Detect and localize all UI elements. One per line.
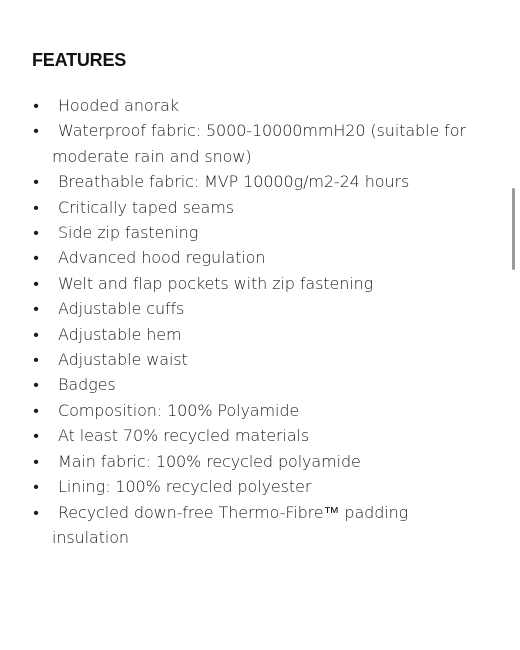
bullet-icon: • [33,223,39,243]
list-item [0,245,490,270]
feature-text: Recycled down-free Thermo-Fibre™ padding [58,502,409,522]
list-item [0,500,490,551]
feature-text: Waterproof fabric: 5000-10000mmH20 (suitable for [58,121,466,141]
feature-text: Advanced hood regulation [58,248,266,268]
feature-text: Hooded anorak [58,96,179,115]
list-item [0,372,490,397]
list-item [0,398,490,423]
list-item [0,296,490,321]
bullet-icon: • [33,375,39,395]
features-heading: FEATURES [32,50,127,70]
features-list [0,93,490,550]
list-item [0,93,490,118]
feature-text-continued: moderate rain and snow) [52,146,252,166]
bullet-icon: • [33,299,39,319]
list-item [0,220,490,245]
feature-text: Adjustable cuffs [58,299,185,319]
bullet-icon: • [33,172,39,192]
feature-text: Badges [58,375,116,395]
feature-text: At least 70% recycled materials [58,426,310,446]
list-item [0,322,490,347]
feature-text: Adjustable waist [58,350,188,370]
list-item [0,195,490,220]
feature-text: Adjustable hem [58,324,182,344]
bullet-icon: • [33,350,39,370]
list-item [0,347,490,372]
bullet-icon: • [33,451,39,471]
feature-text: Welt and flap pockets with zip fastening [58,273,374,293]
bullet-icon: • [33,248,39,268]
bullet-icon: • [33,96,39,115]
feature-text: Breathable fabric: MVP 10000g/m2-24 hours [58,172,410,192]
bullet-icon: • [33,502,39,522]
bullet-icon: • [33,324,39,344]
feature-text: Composition: 100% Polyamide [58,400,300,420]
list-item [0,118,490,169]
bullet-icon: • [33,197,39,217]
feature-text: Lining: 100% recycled polyester [58,477,312,497]
list-item [0,474,490,499]
list-item [0,449,490,474]
bullet-icon: • [33,400,39,420]
bullet-icon: • [33,121,39,141]
feature-text: Main fabric: 100% recycled polyamide [58,451,361,471]
feature-text: Critically taped seams [58,197,234,217]
list-item [0,423,490,448]
feature-text-continued: insulation [52,527,129,547]
bullet-icon: • [33,426,39,446]
bullet-icon: • [33,273,39,293]
feature-text: Side zip fastening [58,223,199,243]
scrollbar-thumb[interactable] [512,188,515,270]
list-item [0,271,490,296]
list-item [0,169,490,194]
bullet-icon: • [33,477,39,497]
